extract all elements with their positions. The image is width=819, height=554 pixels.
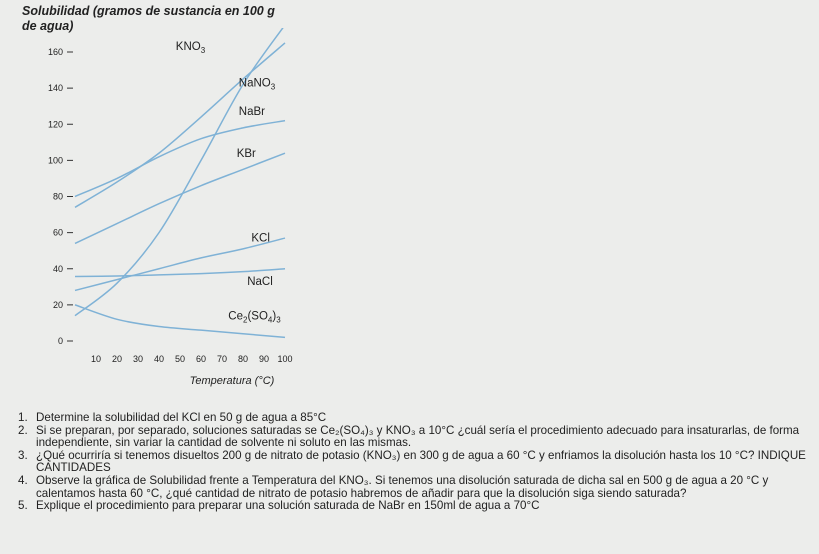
x-tick-label: 10 — [90, 354, 102, 364]
question-text: Observe la gráfica de Solubilidad frente a Temperatura del KNO₃. Si tenemos una disolución saturada de dicha sal en 500 g de agua a 20 °C y calentamos hasta 60 °C, ¿qué cantidad de nitrato de potasio habremos de añadir para que la disolución siga siendo saturada? — [36, 473, 769, 500]
x-tick-label: 60 — [195, 354, 207, 364]
x-tick-label: 50 — [174, 354, 186, 364]
question-item — [18, 500, 818, 513]
x-tick-label: 70 — [216, 354, 228, 364]
curves-group — [75, 25, 285, 337]
question-number: 4. — [18, 473, 28, 487]
question-item — [18, 412, 818, 425]
question-text: Si se preparan, por separado, soluciones saturadas se Ce₂(SO₄)₃ y KNO₃ a 10°C ¿cuál sería el procedimiento adecuado para insaturarlas, de forma independiente, sin variar la cantidad de solvente ni soluto en las mismas. — [36, 423, 800, 450]
question-number: 2. — [18, 423, 28, 437]
x-tick-label: 30 — [132, 354, 144, 364]
curve-kno3 — [75, 25, 285, 316]
y-tick-label: 120 — [47, 119, 63, 130]
x-tick-label: 40 — [153, 354, 165, 364]
question-item — [18, 450, 818, 475]
y-tick-label: 0 — [57, 336, 63, 346]
y-tick-label: 100 — [47, 155, 63, 166]
y-tick-label: 40 — [52, 263, 63, 274]
curve-label-nano3: NaNO$_3$ — [238, 77, 276, 92]
x-tick-label: 90 — [258, 354, 270, 364]
y-tick-label: 80 — [52, 191, 63, 202]
curve-label-kno3: $KNO_3$ — [175, 41, 206, 56]
curve-label-kcl: KCl — [251, 232, 270, 245]
x-tick-label: 20 — [111, 354, 123, 364]
question-text: Determine la solubilidad del KCl en 50 g de agua a 85°C — [36, 411, 327, 424]
axes-group — [48, 47, 293, 387]
labels-group — [176, 41, 281, 324]
x-tick-label: 100 — [277, 354, 293, 364]
question-number: 1. — [18, 411, 28, 424]
x-axis-label: Temperatura (°C) — [189, 375, 275, 387]
curve-label-nabr: NaBr — [238, 106, 266, 119]
curve-label-kbr: KBr — [236, 147, 256, 160]
chart-title: Solubilidad (gramos de sustancia en 100 g de agua) — [22, 4, 275, 33]
question-text: Explique el procedimiento para preparar una solución saturada de NaBr en 150ml de agua a 70°C — [36, 499, 540, 513]
question-text: ¿Qué ocurriría si tenemos disueltos 200 g de nitrato de potasio (KNO₃) en 300 g de agua a 60 °C y enfriamos la disolución hasta los 10 °C? INDIQUE CANTIDADES — [36, 448, 806, 475]
question-item — [18, 475, 818, 500]
question-number: 5. — [18, 499, 28, 513]
curve-label-ce2so43: $Ce_2(SO_4)_3$ — [228, 310, 281, 325]
question-item — [18, 425, 818, 450]
question-number: 3. — [18, 448, 28, 462]
y-tick-label: 60 — [52, 227, 63, 238]
y-tick-label: 140 — [47, 83, 63, 94]
curve-label-nacl: NaCl — [247, 276, 273, 289]
y-tick-label: 160 — [47, 47, 63, 57]
questions-list — [18, 412, 818, 513]
x-tick-label: 80 — [237, 354, 249, 364]
y-tick-label: 20 — [52, 299, 63, 310]
